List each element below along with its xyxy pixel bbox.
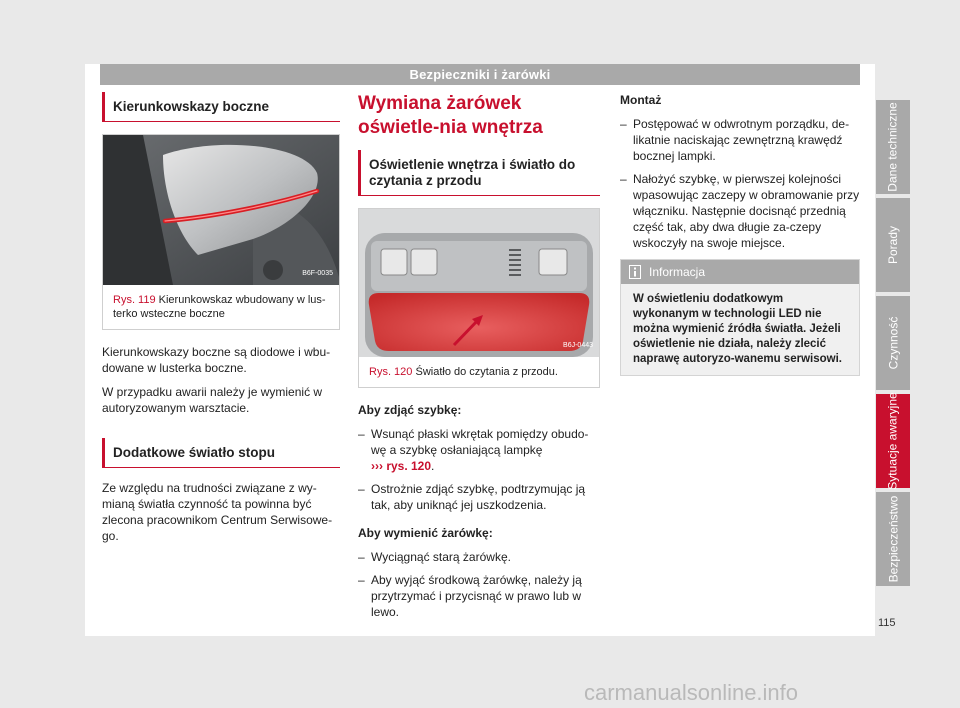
paragraph: Kierunkowskazy boczne są diodowe i wbu-dowane w lusterka boczne. xyxy=(102,345,331,375)
list-item xyxy=(358,572,600,620)
figure-caption xyxy=(103,285,339,329)
paragraph: W przypadku awarii należy je wymienić w autoryzowanym warsztacie. xyxy=(102,385,323,415)
paragraph: Ze względu na trudności związane z wy-mianą światła czynność ta powinna być zlecona pracownikom Centrum Serwisowe-go. xyxy=(102,481,333,543)
figure-caption xyxy=(359,357,599,387)
info-icon xyxy=(629,265,641,279)
list-item-text: Ostrożnie zdjąć szybkę, podtrzymując ją tak, aby uniknąć jej uszkodzenia. xyxy=(371,482,586,512)
tab-bezpieczenstwo[interactable] xyxy=(876,492,910,586)
section-heading-side-indicators: Kierunkowskazy boczne xyxy=(102,92,340,122)
right-column xyxy=(620,92,860,376)
dash-bullet: – xyxy=(358,482,365,496)
tab-label: Dane techniczne xyxy=(886,102,901,192)
figure-reference-link[interactable]: ››› rys. 120 xyxy=(371,459,432,473)
tab-label: Bezpieczeństwo xyxy=(886,495,900,583)
dash-bullet: – xyxy=(620,172,627,186)
tab-label: Sytuacje awaryjne xyxy=(886,392,901,490)
tab-label: Porady xyxy=(886,225,900,265)
info-box-text: W oświetleniu dodatkowym wykonanym w technologii LED nie można wymienić źródła światła. Jeżeli oświetlenie nie działa, należy zlecić naprawę autoryzo-wanemu serwisowi. xyxy=(633,293,842,365)
dash-bullet: – xyxy=(358,573,365,587)
mirror-illustration xyxy=(103,135,339,285)
left-column xyxy=(102,92,340,552)
tab-sytuacje-awaryjne[interactable] xyxy=(876,394,910,488)
tab-porady[interactable] xyxy=(876,198,910,292)
list-item-text: Wyciągnąć starą żarówkę. xyxy=(371,550,511,564)
procedure-title: Montaż xyxy=(620,93,662,107)
list-item-text: Wsunąć płaski wkrętak pomiędzy obudo-wę a szybkę osłaniającą lampkę xyxy=(371,427,589,457)
figure-caption-text: Światło do czytania z przodu. xyxy=(415,366,558,378)
info-box xyxy=(620,259,860,376)
dash-bullet: – xyxy=(358,427,365,441)
figure-code: B6J-0443 xyxy=(563,342,593,349)
info-box-title: Informacja xyxy=(649,265,706,279)
section-heading-brake-light: Dodatkowe światło stopu xyxy=(102,438,340,468)
reading-light-illustration xyxy=(359,209,599,357)
running-header: Bezpieczniki i żarówki xyxy=(100,64,860,85)
figure-label: Rys. 120 xyxy=(369,366,413,378)
figure-code: B6F-0035 xyxy=(302,270,333,277)
reading-light-image xyxy=(359,209,599,357)
page-number: 115 xyxy=(878,617,896,629)
section-heading-interior-light: Oświetlenie wnętrza i światło do czytania z przodu xyxy=(358,150,600,196)
procedure-title: Aby zdjąć szybkę: xyxy=(358,403,462,417)
figure-120 xyxy=(358,208,600,388)
chapter-title: Wymiana żarówek oświetle-nia wnętrza xyxy=(358,93,543,138)
list-item xyxy=(358,481,600,513)
dash-bullet: – xyxy=(358,550,365,564)
tab-czynnosc[interactable] xyxy=(876,296,910,390)
figure-label: Rys. 119 xyxy=(113,294,156,306)
middle-column xyxy=(358,92,600,627)
watermark: carmanualsonline.info xyxy=(584,680,799,705)
list-item xyxy=(620,171,860,251)
chapter-tabs xyxy=(876,100,910,590)
tab-label: Czynność xyxy=(886,316,900,370)
list-item-text: Aby wyjąć środkową żarówkę, należy ją przytrzymać i przycisnąć w prawo lub w lewo. xyxy=(371,573,582,619)
figure-caption-text: Kierunkowskaz wbudowany w lus-terko wsteczne boczne xyxy=(113,294,326,320)
info-box-header xyxy=(621,260,859,284)
list-item xyxy=(358,549,600,565)
list-item-text: Nałożyć szybkę, w pierwszej kolejności wpasowując zaczepy w obramowanie przy włączniku. Następnie docisnąć przednią część tak, aby dwa długie za-czepy wskoczyły na swoje miejsce. xyxy=(633,172,860,250)
figure-119 xyxy=(102,134,340,330)
list-item-text-suffix: . xyxy=(431,459,435,473)
dash-bullet: – xyxy=(620,117,627,131)
list-item xyxy=(620,116,860,164)
tab-dane-techniczne[interactable] xyxy=(876,100,910,194)
mirror-image xyxy=(103,135,339,285)
list-item-text: Postępować w odwrotnym porządku, de-likatnie naciskając zewnętrzną krawędź bocznej lampki. xyxy=(633,117,850,163)
procedure-title: Aby wymienić żarówkę: xyxy=(358,526,493,540)
list-item xyxy=(358,426,600,474)
